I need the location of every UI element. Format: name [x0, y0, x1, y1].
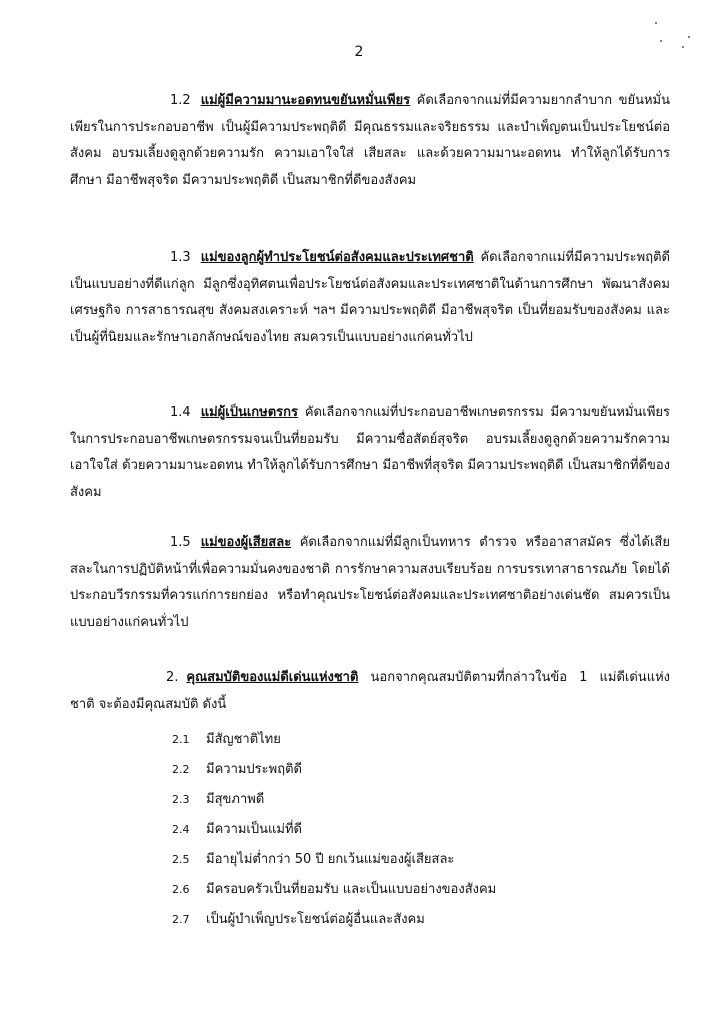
list-item [172, 755, 642, 785]
section-number: 1.2 [170, 93, 191, 108]
list-item [172, 815, 642, 845]
list-item [172, 785, 642, 815]
section-1-2 [70, 88, 670, 194]
section-1-5 [70, 530, 670, 636]
item-text: มีความเป็นแม่ที่ดี [206, 822, 302, 837]
section-title: คุณสมบัติของแม่ดีเด่นแห่งชาติ [186, 670, 359, 685]
section-title: แม่ผู้มีความมานะอดทนขยันหมั่นเพียร [200, 93, 411, 108]
section-1-3 [70, 245, 670, 351]
list-item [172, 845, 642, 875]
item-number: 2.2 [172, 763, 190, 776]
item-number: 2.3 [172, 793, 190, 806]
section-number: 2. [166, 670, 179, 685]
item-text: มีความประพฤติดี [206, 762, 302, 777]
list-item [172, 905, 642, 935]
section-text: คัดเลือกจากแม่ที่มีความประพฤติดีเป็นแบบอย่างที่ดีแก่ลูก มีลูกซึ่งอุทิศตนเพื่อประโยชน์ต่อสังคมและประเทศชาติในด้านการศึกษา พัฒนาสังคม เศรษฐกิจ การสาธารณสุข สังคมสงเคราะห์ ฯลฯ มีความประพฤติดี มีอาชีพสุจริต เป็นที่ยอมรับของสังคม และเป็นผู้ที่นิยมและรักษาเอกลักษณ์ของไทย สมควรเป็นแบบอย่างแก่คนทั่วไป [70, 250, 670, 345]
item-text: เป็นผู้บำเพ็ญประโยชน์ต่อผู้อื่นและสังคม [206, 912, 425, 927]
section-1-4 [70, 400, 670, 506]
page-number: 2 [354, 44, 364, 60]
item-text: มีสุขภาพดี [206, 792, 265, 807]
item-number: 2.6 [172, 883, 190, 896]
item-number: 2.1 [172, 733, 190, 746]
section-title: แม่ของผู้เสียสละ [200, 535, 292, 550]
list-item [172, 725, 642, 755]
qualifications-list [172, 725, 642, 935]
section-number: 1.3 [170, 250, 191, 265]
section-number: 1.5 [170, 535, 191, 550]
item-number: 2.7 [172, 913, 190, 926]
section-2 [70, 665, 670, 718]
scan-speck [655, 22, 657, 24]
scan-speck [660, 40, 662, 42]
item-text: มีอายุไม่ต่ำกว่า 50 ปี ยกเว้นแม่ของผู้เสียสละ [206, 852, 455, 867]
list-item [172, 875, 642, 905]
item-number: 2.5 [172, 853, 190, 866]
item-text: มีสัญชาติไทย [206, 732, 281, 747]
section-number: 1.4 [170, 405, 191, 420]
item-text: มีครอบครัวเป็นที่ยอมรับ และเป็นแบบอย่างของสังคม [206, 882, 497, 897]
section-text: คัดเลือกจากแม่ที่มีความยากลำบาก ขยันหมั่นเพียรในการประกอบอาชีพ เป็นผู้มีความประพฤติดี มีคุณธรรมและจริยธรรม และบำเพ็ญตนเป็นประโยชน์ต่อสังคม อบรมเลี้ยงดูลูกด้วยความรัก ความเอาใจใส่ เสียสละ และด้วยความมานะอดทน ทำให้ลูกได้รับการศึกษา มีอาชีพสุจริต มีความประพฤติดี เป็นสมาชิกที่ดีของสังคม [70, 93, 670, 188]
section-title: แม่ผู้เป็นเกษตรกร [200, 405, 298, 420]
section-text: คัดเลือกจากแม่ที่ประกอบอาชีพเกษตรกรรม มีความขยันหมั่นเพียรในการประกอบอาชีพเกษตรกรรมจนเป็นที่ยอมรับ มีความซื่อสัตย์สุจริต อบรมเลี้ยงดูลูกด้วยความรักความเอาใจใส่ ด้วยความมานะอดทน ทำให้ลูกได้รับการศึกษา มีอาชีพที่สุจริต มีความประพฤติดี เป็นสมาชิกที่ดีของสังคม [70, 405, 670, 500]
section-text: นอกจากคุณสมบัติตามที่กล่าวในข้อ 1 แม่ดีเด่นแห่งชาติ จะต้องมีคุณสมบัติ ดังนี้ [70, 670, 670, 712]
scan-speck [688, 36, 690, 38]
item-number: 2.4 [172, 823, 190, 836]
scan-speck [682, 46, 684, 48]
section-title: แม่ของลูกผู้ทำประโยชน์ต่อสังคมและประเทศชาติ [200, 250, 474, 265]
section-text: คัดเลือกจากแม่ที่มีลูกเป็นทหาร ตำรวจ หรืออาสาสมัคร ซึ่งได้เสียสละในการปฏิบัติหน้าที่เพื่อความมั่นคงของชาติ การรักษาความสงบเรียบร้อย การบรรเทาสาธารณภัย โดยได้ประกอบวีรกรรมที่ควรแก่การยกย่อง หรือทำคุณประโยชน์ต่อสังคมและประเทศชาติอย่างเด่นชัด สมควรเป็นแบบอย่างแก่คนทั่วไป [70, 535, 670, 630]
